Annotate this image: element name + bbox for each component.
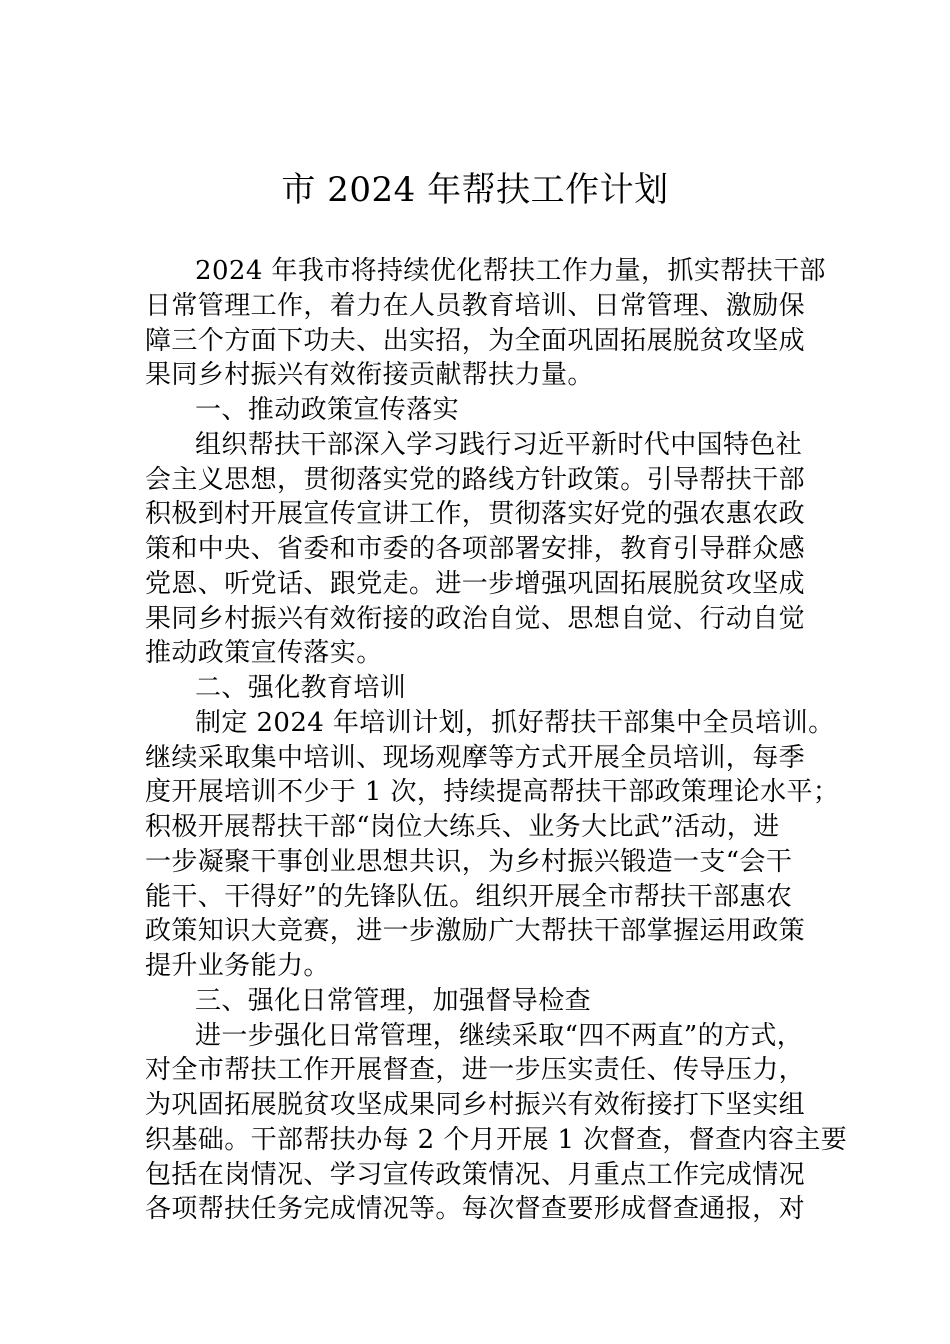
document-body — [145, 254, 848, 1227]
text-line: 织基础。干部帮扶办每 2 个月开展 1 次督查，督查内容主要 — [145, 1124, 848, 1155]
text-line: 一、推动政策宣传落实 — [195, 395, 460, 425]
text-line: 组织帮扶干部深入学习践行习近平新时代中国特色社 — [195, 429, 803, 460]
text-line: 积极到村开展宣传宣讲工作，贯彻落实好党的强农惠农政 — [145, 499, 806, 530]
text-line: 度开展培训不少于 1 次，持续提高帮扶干部政策理论水平； — [145, 777, 840, 808]
text-line: 三、强化日常管理，加强督导检查 — [195, 985, 592, 1016]
text-line: 推动政策宣传落实。 — [145, 638, 383, 669]
text-line: 一步凝聚干事创业思想共识，为乡村振兴锻造一支“会干 — [145, 846, 793, 877]
text-line: 策和中央、省委和市委的各项部署安排，教育引导群众感 — [145, 534, 806, 564]
text-line: 进一步强化日常管理，继续采取“四不两直”的方式， — [195, 1020, 804, 1051]
text-line: 2024 年我市将持续优化帮扶工作力量，抓实帮扶干部 — [195, 256, 826, 286]
text-line: 党恩、听党话、跟党走。进一步增强巩固拓展脱贫攻坚成 — [145, 568, 806, 599]
text-line: 继续采取集中培训、现场观摩等方式开展全员培训，每季 — [145, 742, 806, 773]
text-line: 二、强化教育培训 — [195, 673, 407, 703]
text-line: 能干、干得好”的先锋队伍。组织开展全市帮扶干部惠农 — [145, 881, 793, 912]
text-line: 包括在岗情况、学习宣传政策情况、月重点工作完成情况 — [145, 1159, 806, 1190]
text-line: 果同乡村振兴有效衔接贡献帮扶力量。 — [145, 360, 594, 391]
document-title: 市 2024 年帮扶工作计划 — [281, 170, 669, 210]
text-line: 各项帮扶任务完成情况等。每次督查要形成督查通报，对 — [145, 1194, 806, 1225]
text-line: 积极开展帮扶干部“岗位大练兵、业务大比武”活动，进 — [145, 812, 780, 842]
text-line: 会主义思想，贯彻落实党的路线方针政策。引导帮扶干部 — [145, 464, 806, 495]
text-line: 提升业务能力。 — [145, 951, 330, 981]
text-line: 障三个方面下功夫、出实招，为全面巩固拓展脱贫攻坚成 — [145, 325, 806, 356]
text-line: 日常管理工作，着力在人员教育培训、日常管理、激励保 — [145, 290, 806, 321]
text-line: 为巩固拓展脱贫攻坚成果同乡村振兴有效衔接打下坚实组 — [145, 1090, 806, 1120]
text-line: 制定 2024 年培训计划，抓好帮扶干部集中全员培训。 — [195, 707, 835, 738]
text-line: 对全市帮扶工作开展督查，进一步压实责任、传导压力， — [145, 1055, 806, 1086]
text-line: 政策知识大竞赛，进一步激励广大帮扶干部掌握运用政策 — [145, 916, 806, 947]
text-line: 果同乡村振兴有效衔接的政治自觉、思想自觉、行动自觉 — [145, 603, 806, 634]
